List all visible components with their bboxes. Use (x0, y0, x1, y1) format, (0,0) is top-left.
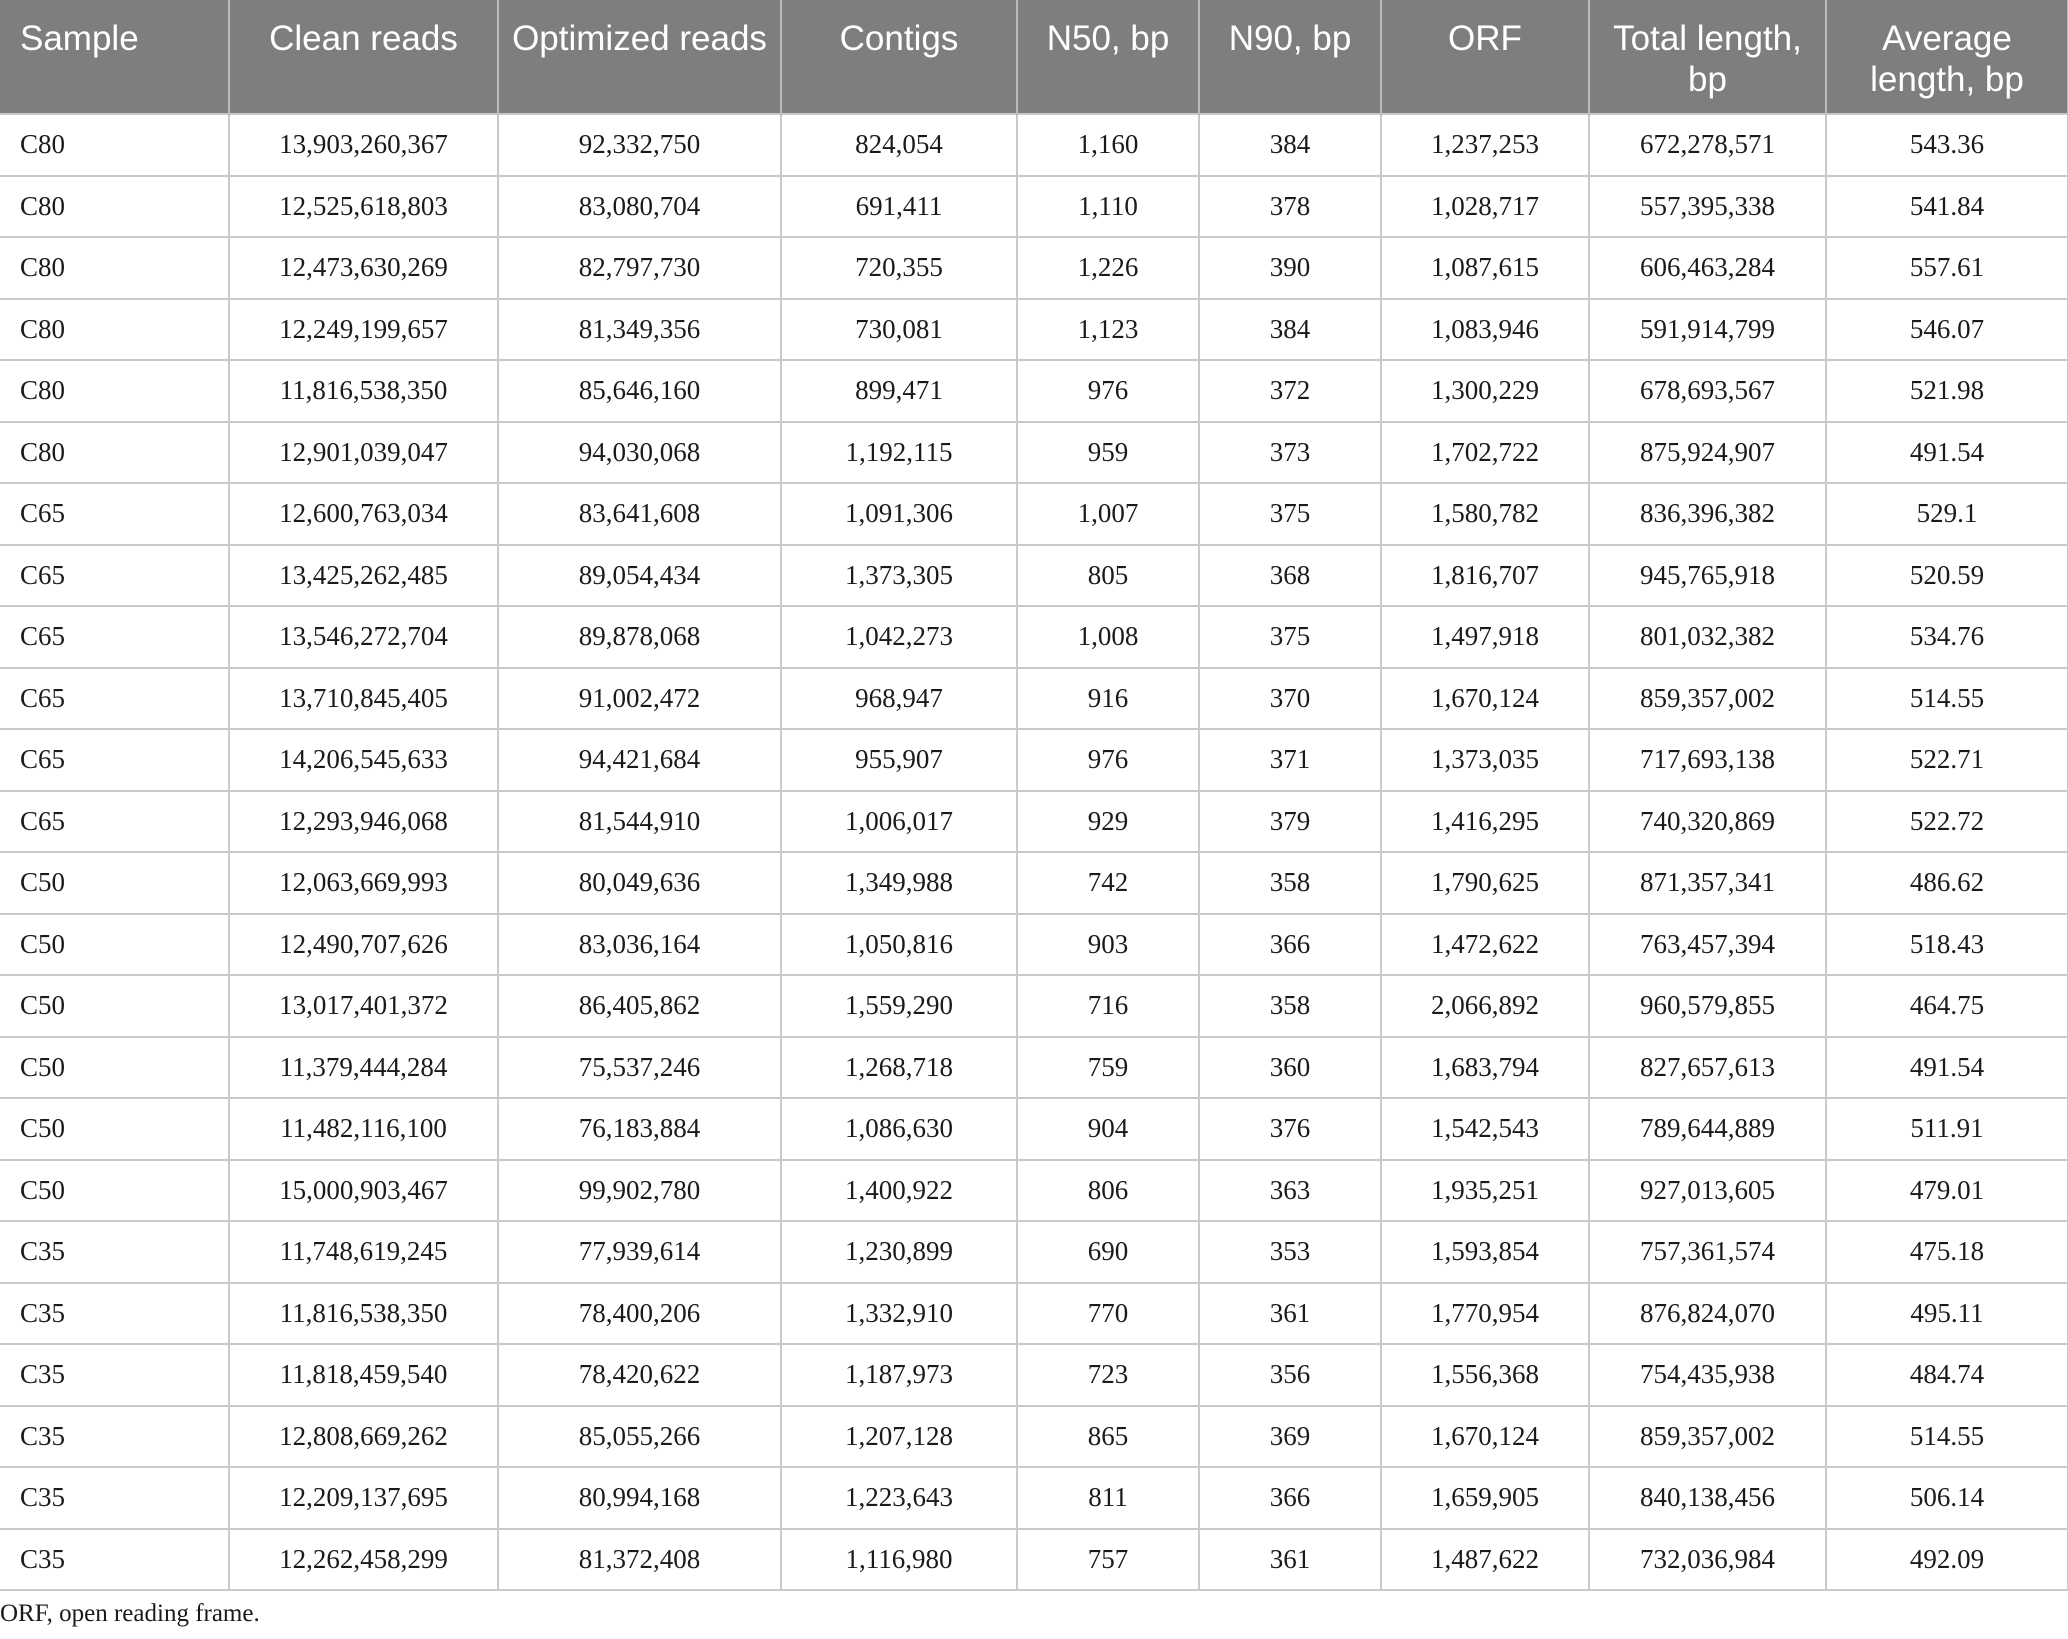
table-cell: 91,002,472 (498, 668, 781, 730)
table-cell: 11,818,459,540 (229, 1344, 498, 1406)
table-header (0, 0, 2068, 114)
table-cell: 372 (1199, 360, 1381, 422)
table-cell: 875,924,907 (1589, 422, 1826, 484)
table-cell: 81,349,356 (498, 299, 781, 361)
table-cell: 514.55 (1826, 1406, 2068, 1468)
table-cell: 960,579,855 (1589, 975, 1826, 1037)
table-cell: 13,546,272,704 (229, 606, 498, 668)
sample-cell: C35 (0, 1221, 229, 1283)
sample-cell: C50 (0, 1160, 229, 1222)
table-cell: 83,036,164 (498, 914, 781, 976)
table-cell: 757,361,574 (1589, 1221, 1826, 1283)
column-header: Sample (0, 0, 229, 114)
table-cell: 1,050,816 (781, 914, 1017, 976)
table-row (0, 852, 2068, 914)
table-cell: 871,357,341 (1589, 852, 1826, 914)
header-row (0, 0, 2068, 114)
column-header: Contigs (781, 0, 1017, 114)
table-cell: 534.76 (1826, 606, 2068, 668)
table-cell: 1,237,253 (1381, 114, 1589, 176)
table-cell: 81,372,408 (498, 1529, 781, 1591)
table-cell: 945,765,918 (1589, 545, 1826, 607)
column-header: N90, bp (1199, 0, 1381, 114)
table-cell: 83,080,704 (498, 176, 781, 238)
table-cell: 378 (1199, 176, 1381, 238)
table-cell: 12,293,946,068 (229, 791, 498, 853)
table-cell: 1,670,124 (1381, 1406, 1589, 1468)
table-cell: 717,693,138 (1589, 729, 1826, 791)
table-cell: 759 (1017, 1037, 1199, 1099)
sample-cell: C80 (0, 360, 229, 422)
table-cell: 789,644,889 (1589, 1098, 1826, 1160)
table-cell: 89,054,434 (498, 545, 781, 607)
table-cell: 13,903,260,367 (229, 114, 498, 176)
table-cell: 1,226 (1017, 237, 1199, 299)
table-cell: 1,593,854 (1381, 1221, 1589, 1283)
table-cell: 522.71 (1826, 729, 2068, 791)
sample-cell: C65 (0, 791, 229, 853)
sample-cell: C50 (0, 1098, 229, 1160)
table-row (0, 1098, 2068, 1160)
table-cell: 591,914,799 (1589, 299, 1826, 361)
table-row (0, 1529, 2068, 1591)
table-cell: 976 (1017, 729, 1199, 791)
table-row (0, 606, 2068, 668)
table-cell: 1,086,630 (781, 1098, 1017, 1160)
table-cell: 12,262,458,299 (229, 1529, 498, 1591)
table-cell: 1,230,899 (781, 1221, 1017, 1283)
table-cell: 1,087,615 (1381, 237, 1589, 299)
table-cell: 557,395,338 (1589, 176, 1826, 238)
table-cell: 506.14 (1826, 1467, 2068, 1529)
table-cell: 76,183,884 (498, 1098, 781, 1160)
table-row (0, 668, 2068, 730)
table-cell: 546.07 (1826, 299, 2068, 361)
table-cell: 1,472,622 (1381, 914, 1589, 976)
table-cell: 356 (1199, 1344, 1381, 1406)
table-cell: 929 (1017, 791, 1199, 853)
sample-cell: C50 (0, 975, 229, 1037)
table-cell: 1,160 (1017, 114, 1199, 176)
table-row (0, 1344, 2068, 1406)
sample-cell: C65 (0, 668, 229, 730)
table-cell: 899,471 (781, 360, 1017, 422)
table-cell: 511.91 (1826, 1098, 2068, 1160)
table-cell: 805 (1017, 545, 1199, 607)
table-cell: 384 (1199, 299, 1381, 361)
table-cell: 840,138,456 (1589, 1467, 1826, 1529)
table-cell: 379 (1199, 791, 1381, 853)
table-cell: 375 (1199, 606, 1381, 668)
table-cell: 85,646,160 (498, 360, 781, 422)
table-cell: 1,349,988 (781, 852, 1017, 914)
table-cell: 806 (1017, 1160, 1199, 1222)
table-cell: 12,901,039,047 (229, 422, 498, 484)
table-cell: 13,425,262,485 (229, 545, 498, 607)
table-cell: 1,416,295 (1381, 791, 1589, 853)
table-cell: 366 (1199, 1467, 1381, 1529)
table-cell: 968,947 (781, 668, 1017, 730)
table-cell: 1,268,718 (781, 1037, 1017, 1099)
table-cell: 1,373,035 (1381, 729, 1589, 791)
table-cell: 475.18 (1826, 1221, 2068, 1283)
sample-cell: C35 (0, 1283, 229, 1345)
table-cell: 484.74 (1826, 1344, 2068, 1406)
table-cell: 1,042,273 (781, 606, 1017, 668)
table-cell: 543.36 (1826, 114, 2068, 176)
table-cell: 11,482,116,100 (229, 1098, 498, 1160)
table-cell: 94,030,068 (498, 422, 781, 484)
table-cell: 672,278,571 (1589, 114, 1826, 176)
table-row (0, 360, 2068, 422)
table-cell: 361 (1199, 1283, 1381, 1345)
table-cell: 369 (1199, 1406, 1381, 1468)
table-cell: 12,063,669,993 (229, 852, 498, 914)
table-cell: 77,939,614 (498, 1221, 781, 1283)
table-cell: 1,187,973 (781, 1344, 1017, 1406)
table-cell: 730,081 (781, 299, 1017, 361)
table-row (0, 1467, 2068, 1529)
table-cell: 1,935,251 (1381, 1160, 1589, 1222)
table-cell: 1,497,918 (1381, 606, 1589, 668)
table-cell: 375 (1199, 483, 1381, 545)
table-cell: 81,544,910 (498, 791, 781, 853)
table-cell: 491.54 (1826, 1037, 2068, 1099)
table-cell: 927,013,605 (1589, 1160, 1826, 1222)
table-cell: 1,006,017 (781, 791, 1017, 853)
sample-cell: C80 (0, 422, 229, 484)
table-cell: 92,332,750 (498, 114, 781, 176)
table-cell: 716 (1017, 975, 1199, 1037)
table-cell: 12,209,137,695 (229, 1467, 498, 1529)
table-row (0, 1221, 2068, 1283)
table-cell: 2,066,892 (1381, 975, 1589, 1037)
table-cell: 78,400,206 (498, 1283, 781, 1345)
table-cell: 1,790,625 (1381, 852, 1589, 914)
sample-cell: C80 (0, 176, 229, 238)
table-cell: 12,249,199,657 (229, 299, 498, 361)
sample-cell: C80 (0, 237, 229, 299)
column-header: Total length, bp (1589, 0, 1826, 114)
table-cell: 12,600,763,034 (229, 483, 498, 545)
table-cell: 11,748,619,245 (229, 1221, 498, 1283)
sample-cell: C35 (0, 1344, 229, 1406)
table-cell: 361 (1199, 1529, 1381, 1591)
table-cell: 363 (1199, 1160, 1381, 1222)
table-row (0, 1037, 2068, 1099)
sample-cell: C80 (0, 299, 229, 361)
table-cell: 376 (1199, 1098, 1381, 1160)
table-cell: 1,123 (1017, 299, 1199, 361)
table-cell: 13,017,401,372 (229, 975, 498, 1037)
table-cell: 1,559,290 (781, 975, 1017, 1037)
table-cell: 1,028,717 (1381, 176, 1589, 238)
table-cell: 514.55 (1826, 668, 2068, 730)
table-cell: 557.61 (1826, 237, 2068, 299)
table-row (0, 545, 2068, 607)
table-cell: 75,537,246 (498, 1037, 781, 1099)
table-cell: 763,457,394 (1589, 914, 1826, 976)
table-cell: 353 (1199, 1221, 1381, 1283)
table-cell: 827,657,613 (1589, 1037, 1826, 1099)
table-cell: 959 (1017, 422, 1199, 484)
table-row (0, 1283, 2068, 1345)
table-cell: 742 (1017, 852, 1199, 914)
table-cell: 1,007 (1017, 483, 1199, 545)
table-cell: 479.01 (1826, 1160, 2068, 1222)
table-footnote: ORF, open reading frame. (0, 1600, 260, 1627)
sample-cell: C50 (0, 852, 229, 914)
table-row (0, 914, 2068, 976)
table-cell: 522.72 (1826, 791, 2068, 853)
table-cell: 12,490,707,626 (229, 914, 498, 976)
table-cell: 1,770,954 (1381, 1283, 1589, 1345)
table-cell: 754,435,938 (1589, 1344, 1826, 1406)
table-cell: 11,816,538,350 (229, 360, 498, 422)
table-cell: 12,525,618,803 (229, 176, 498, 238)
sample-cell: C35 (0, 1406, 229, 1468)
table-cell: 1,332,910 (781, 1283, 1017, 1345)
table-cell: 370 (1199, 668, 1381, 730)
table-cell: 11,379,444,284 (229, 1037, 498, 1099)
table-cell: 15,000,903,467 (229, 1160, 498, 1222)
table-cell: 11,816,538,350 (229, 1283, 498, 1345)
table-cell: 384 (1199, 114, 1381, 176)
table-cell: 1,373,305 (781, 545, 1017, 607)
table-cell: 876,824,070 (1589, 1283, 1826, 1345)
table-cell: 486.62 (1826, 852, 2068, 914)
table-cell: 1,110 (1017, 176, 1199, 238)
table-cell: 757 (1017, 1529, 1199, 1591)
table-cell: 94,421,684 (498, 729, 781, 791)
table-cell: 770 (1017, 1283, 1199, 1345)
table-row (0, 299, 2068, 361)
sample-cell: C35 (0, 1529, 229, 1591)
table-cell: 691,411 (781, 176, 1017, 238)
table-cell: 358 (1199, 852, 1381, 914)
table-cell: 1,223,643 (781, 1467, 1017, 1529)
table-cell: 690 (1017, 1221, 1199, 1283)
table-cell: 1,008 (1017, 606, 1199, 668)
table-cell: 904 (1017, 1098, 1199, 1160)
table-cell: 78,420,622 (498, 1344, 781, 1406)
table-cell: 529.1 (1826, 483, 2068, 545)
table-cell: 80,994,168 (498, 1467, 781, 1529)
table-cell: 824,054 (781, 114, 1017, 176)
table-cell: 541.84 (1826, 176, 2068, 238)
table-cell: 1,487,622 (1381, 1529, 1589, 1591)
table-cell: 520.59 (1826, 545, 2068, 607)
table-cell: 521.98 (1826, 360, 2068, 422)
table-cell: 903 (1017, 914, 1199, 976)
table-cell: 732,036,984 (1589, 1529, 1826, 1591)
column-header: N50, bp (1017, 0, 1199, 114)
table-cell: 1,702,722 (1381, 422, 1589, 484)
table-cell: 1,542,543 (1381, 1098, 1589, 1160)
table-cell: 492.09 (1826, 1529, 2068, 1591)
table-cell: 1,207,128 (781, 1406, 1017, 1468)
table-cell: 720,355 (781, 237, 1017, 299)
table-cell: 916 (1017, 668, 1199, 730)
table-cell: 678,693,567 (1589, 360, 1826, 422)
table-cell: 390 (1199, 237, 1381, 299)
table-cell: 1,192,115 (781, 422, 1017, 484)
sample-cell: C65 (0, 729, 229, 791)
table-cell: 86,405,862 (498, 975, 781, 1037)
table-cell: 1,670,124 (1381, 668, 1589, 730)
sample-cell: C35 (0, 1467, 229, 1529)
table-row (0, 176, 2068, 238)
table-cell: 99,902,780 (498, 1160, 781, 1222)
table-cell: 366 (1199, 914, 1381, 976)
table-cell: 1,683,794 (1381, 1037, 1589, 1099)
table-row (0, 422, 2068, 484)
table-cell: 811 (1017, 1467, 1199, 1529)
table-cell: 955,907 (781, 729, 1017, 791)
table-cell: 976 (1017, 360, 1199, 422)
sample-cell: C50 (0, 914, 229, 976)
table-cell: 83,641,608 (498, 483, 781, 545)
table-cell: 1,556,368 (1381, 1344, 1589, 1406)
column-header: Clean reads (229, 0, 498, 114)
sample-cell: C65 (0, 545, 229, 607)
table-cell: 801,032,382 (1589, 606, 1826, 668)
column-header: Optimized reads (498, 0, 781, 114)
table-row (0, 791, 2068, 853)
table-cell: 360 (1199, 1037, 1381, 1099)
table-cell: 518.43 (1826, 914, 2068, 976)
table-row (0, 975, 2068, 1037)
table-cell: 495.11 (1826, 1283, 2068, 1345)
table-cell: 1,400,922 (781, 1160, 1017, 1222)
table-cell: 1,580,782 (1381, 483, 1589, 545)
sample-cell: C50 (0, 1037, 229, 1099)
table-row (0, 237, 2068, 299)
table-cell: 859,357,002 (1589, 668, 1826, 730)
table-cell: 859,357,002 (1589, 1406, 1826, 1468)
table-cell: 85,055,266 (498, 1406, 781, 1468)
sample-cell: C65 (0, 483, 229, 545)
table-cell: 82,797,730 (498, 237, 781, 299)
table-cell: 1,091,306 (781, 483, 1017, 545)
table-cell: 371 (1199, 729, 1381, 791)
table-cell: 491.54 (1826, 422, 2068, 484)
column-header: Average length, bp (1826, 0, 2068, 114)
table-cell: 740,320,869 (1589, 791, 1826, 853)
table-row (0, 1160, 2068, 1222)
table-cell: 464.75 (1826, 975, 2068, 1037)
table-cell: 1,083,946 (1381, 299, 1589, 361)
table-cell: 606,463,284 (1589, 237, 1826, 299)
table-cell: 358 (1199, 975, 1381, 1037)
table-row (0, 114, 2068, 176)
table-row (0, 729, 2068, 791)
table-row (0, 1406, 2068, 1468)
table-cell: 865 (1017, 1406, 1199, 1468)
table-cell: 1,300,229 (1381, 360, 1589, 422)
table-cell: 373 (1199, 422, 1381, 484)
column-header: ORF (1381, 0, 1589, 114)
table-cell: 723 (1017, 1344, 1199, 1406)
sample-cell: C65 (0, 606, 229, 668)
table-cell: 368 (1199, 545, 1381, 607)
table-cell: 89,878,068 (498, 606, 781, 668)
table-cell: 1,116,980 (781, 1529, 1017, 1591)
table-cell: 80,049,636 (498, 852, 781, 914)
table-cell: 1,816,707 (1381, 545, 1589, 607)
table-row (0, 483, 2068, 545)
table-cell: 836,396,382 (1589, 483, 1826, 545)
sample-cell: C80 (0, 114, 229, 176)
table-cell: 14,206,545,633 (229, 729, 498, 791)
table-cell: 12,473,630,269 (229, 237, 498, 299)
table-body (0, 114, 2068, 1590)
table-cell: 13,710,845,405 (229, 668, 498, 730)
table-cell: 1,659,905 (1381, 1467, 1589, 1529)
table-cell: 12,808,669,262 (229, 1406, 498, 1468)
